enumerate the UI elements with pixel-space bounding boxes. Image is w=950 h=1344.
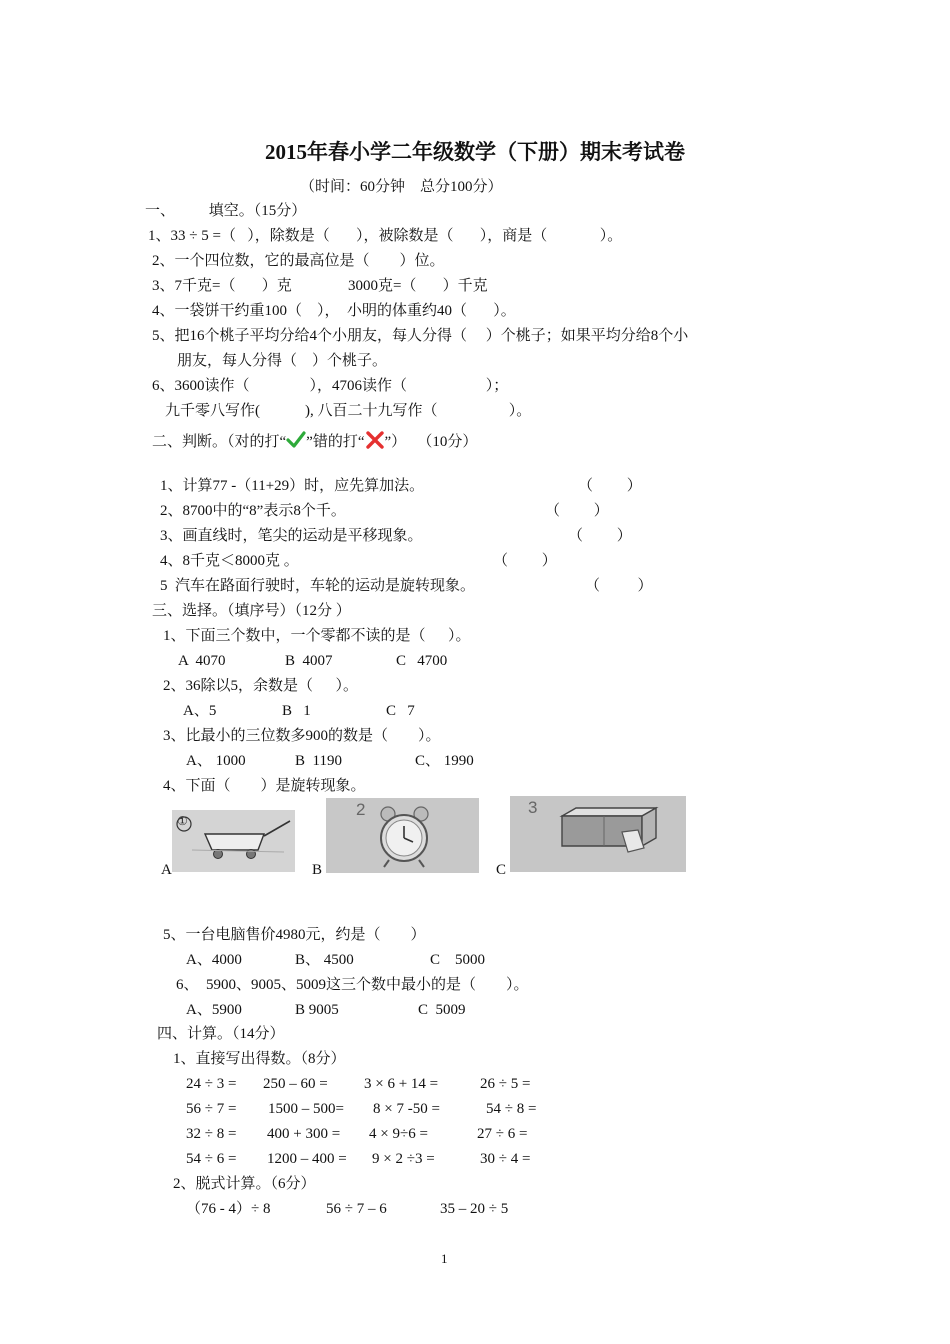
calc-item: 400 + 300 = [267, 1126, 341, 1142]
choice-q3-b: B 1190 [295, 753, 342, 769]
fill-q5-line1: 5、把16个桃子平均分给4个小朋友，每人分得（ ）个桃子；如果平均分给8个小 [152, 328, 689, 344]
calc-item: 1500 – 500= [268, 1101, 344, 1117]
stepwise-calc-2: 56 ÷ 7 – 6 [326, 1201, 387, 1217]
calc-item: 3 × 6 + 14 = [364, 1076, 439, 1092]
section-3-heading: 三、选择。（填序号）（12分 ） [152, 603, 351, 619]
heading-part-c: ”） （10分） [384, 434, 478, 450]
section-4-heading: 四、计算。（14分） [157, 1026, 285, 1042]
picture-1-number: ① [177, 814, 188, 828]
choice-q4: 4、下面（ ）是旋转现象。 [163, 778, 366, 794]
fill-q6-line1: 6、3600读作（ ），4706读作（ ）； [152, 378, 509, 394]
choice-q6-a: A、5900 [186, 1002, 242, 1018]
calc-item: 9 × 2 ÷3 = [372, 1151, 435, 1167]
section-1-heading: 一、 填空。（15分） [145, 203, 307, 219]
fill-q3: 3、7千克=（ ）克 3000克=（ ）千克 [152, 278, 488, 294]
calc-item: 8 × 7 -50 = [373, 1101, 440, 1117]
judge-q4: 4、8千克＜8000克 。 [160, 553, 299, 569]
choice-q1-b: B 4007 [285, 653, 333, 669]
check-icon [286, 431, 306, 449]
choice-q2: 2、36除以5，余数是（ ）。 [163, 678, 359, 694]
judge-q3: 3、画直线时，笔尖的运动是平移现象。 [160, 528, 423, 544]
choice-q5-a: A、4000 [186, 952, 242, 968]
judge-q5: 5 汽车在路面行驶时，车轮的运动是旋转现象。 [160, 578, 476, 594]
calc-part-2-heading: 2、脱式计算。（6分） [173, 1176, 316, 1192]
choice-q3-c: C、 1990 [415, 753, 474, 769]
calc-item: 56 ÷ 7 = [186, 1101, 237, 1117]
section-2-heading [152, 431, 477, 452]
cross-icon [365, 431, 385, 449]
exam-time-info: （时间：60分钟 总分100分） [300, 179, 503, 195]
calc-item: 24 ÷ 3 = [186, 1076, 237, 1092]
judge-q3-answer: （ ） [568, 528, 632, 544]
choice-q3-a: A、 1000 [186, 753, 246, 769]
choice-q1: 1、下面三个数中，一个零都不读的是（ ）。 [163, 628, 471, 644]
calc-part-1-heading: 1、直接写出得数。（8分） [173, 1051, 346, 1067]
judge-q2-answer: （ ） [545, 503, 609, 519]
calc-item: 27 ÷ 6 = [477, 1126, 528, 1142]
fill-q1: 1、33 ÷ 5 =（ ），除数是（ ），被除数是（ ），商是（ ）。 [148, 228, 623, 244]
page-number: 1 [441, 1251, 448, 1266]
alarm-clock-picture [326, 798, 479, 873]
page-title: 2015年春小学二年级数学（下册）期末考试卷 [265, 140, 685, 164]
choice-q2-a: A、5 [183, 703, 217, 719]
choice-q2-b: B 1 [282, 703, 311, 719]
calc-item: 54 ÷ 8 = [486, 1101, 537, 1117]
choice-q5-c: C 5000 [430, 952, 486, 968]
calc-item: 54 ÷ 6 = [186, 1151, 237, 1167]
choice-q1-c: C 4700 [396, 653, 448, 669]
fill-q6-line2: 九千零八写作( ), 八百二十九写作（ ）。 [165, 403, 532, 419]
choice-q5: 5、一台电脑售价4980元，约是（ ） [163, 927, 426, 943]
heading-part-a: 二、判断。（对的打“ [152, 434, 287, 450]
choice-q3: 3、比最小的三位数多900的数是（ ）。 [163, 728, 441, 744]
drawer-box-picture [510, 796, 686, 872]
choice-q6-b: B 9005 [295, 1002, 339, 1018]
calc-item: 26 ÷ 5 = [480, 1076, 531, 1092]
choice-q2-c: C 7 [386, 703, 415, 719]
judge-q5-answer: （ ） [585, 578, 653, 594]
calc-item: 30 ÷ 4 = [480, 1151, 531, 1167]
choice-q5-b: B、 4500 [295, 952, 354, 968]
picture-option-b-label: B [312, 862, 323, 878]
judge-q1-answer: （ ） [578, 478, 642, 494]
fill-q4: 4、一袋饼干约重100（ ）， 小明的体重约40（ ）。 [152, 303, 516, 319]
picture-2-number: 2 [356, 800, 366, 819]
choice-q1-a: A 4070 [178, 653, 226, 669]
judge-q1: 1、计算77 -（11+29）时，应先算加法。 [160, 478, 425, 494]
calc-item: 4 × 9÷6 = [369, 1126, 428, 1142]
picture-option-c-label: C [496, 862, 507, 878]
fill-q5-line2: 朋友，每人分得（ ）个桃子。 [177, 353, 388, 369]
picture-option-a-label: A [161, 862, 172, 878]
stepwise-calc-1: （76 - 4）÷ 8 [186, 1201, 271, 1217]
stepwise-calc-3: 35 – 20 ÷ 5 [440, 1201, 509, 1217]
calc-item: 32 ÷ 8 = [186, 1126, 237, 1142]
cart-picture [172, 810, 295, 872]
calc-item: 250 – 60 = [263, 1076, 328, 1092]
judge-q2: 2、8700中的“8”表示8个千。 [160, 503, 346, 519]
picture-3-number: 3 [528, 798, 538, 817]
judge-q4-answer: （ ） [493, 553, 557, 569]
heading-part-b: ”错的打“ [306, 434, 365, 450]
choice-q6-c: C 5009 [418, 1002, 466, 1018]
fill-q2: 2、一个四位数，它的最高位是（ ）位。 [152, 253, 445, 269]
choice-q6: 6、 5900、9005、5009这三个数中最小的是（ ）。 [176, 977, 529, 993]
calc-item: 1200 – 400 = [267, 1151, 347, 1167]
